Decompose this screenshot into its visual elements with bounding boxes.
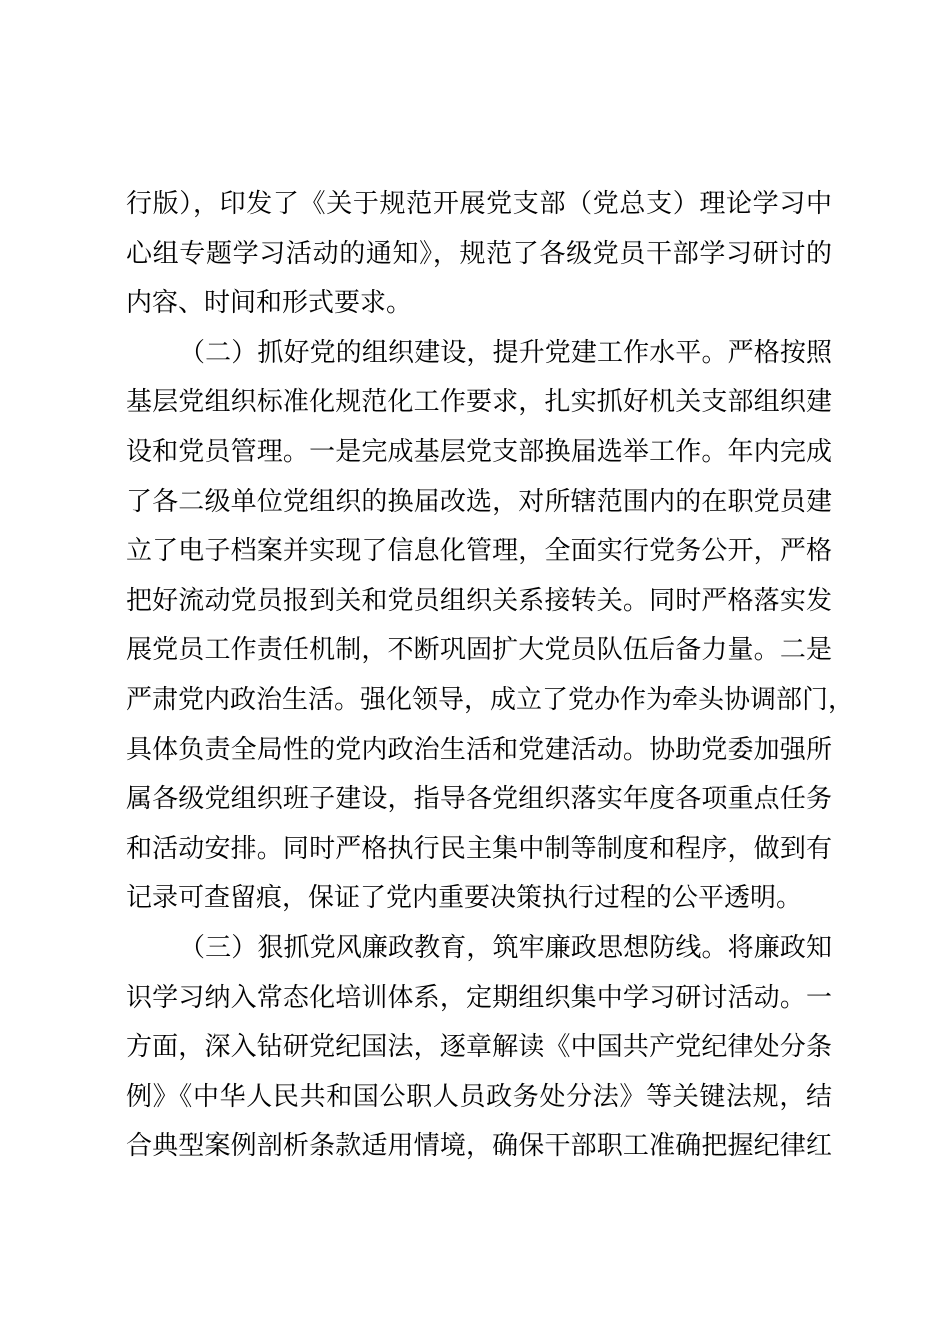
text-line: 内容、时间和形式要求。: [126, 288, 413, 319]
text-line: 展党员工作责任机制，不断巩固扩大党员队伍后备力量。二是: [126, 635, 832, 666]
text-line: 立了电子档案并实现了信息化管理，全面实行党务公开，严格: [126, 536, 832, 567]
text-line: 记录可查留痕，保证了党内重要决策执行过程的公平透明。: [126, 883, 803, 914]
text-line: 基层党组织标准化规范化工作要求，扎实抓好机关支部组织建: [126, 387, 832, 418]
text-line: 识学习纳入常态化培训体系，定期组织集中学习研讨活动。一: [126, 982, 832, 1013]
text-line: 把好流动党员报到关和党员组织关系接转关。同时严格落实发: [126, 585, 832, 616]
text-line: 严肃党内政治生活。强化领导，成立了党办作为牵头协调部门，: [126, 684, 855, 715]
document-body: [126, 180, 855, 1172]
text-line: 合典型案例剖析条款适用情境，确保干部职工准确把握纪律红: [126, 1131, 832, 1162]
text-line: 方面，深入钻研党纪国法，逐章解读《中国共产党纪律处分条: [126, 1032, 832, 1063]
text-line: 了各二级单位党组织的换届改选，对所辖范围内的在职党员建: [126, 486, 832, 517]
section-heading-line: （二）抓好党的组织建设，提升党建工作水平。严格按照: [179, 337, 832, 368]
text-line: 行版），印发了《关于规范开展党支部（党总支）理论学习中: [126, 189, 832, 219]
section-heading-line: （三）狠抓党风廉政教育，筑牢廉政思想防线。将廉政知: [179, 932, 832, 963]
text-line: 设和党员管理。一是完成基层党支部换届选举工作。年内完成: [126, 436, 832, 467]
text-line: 心组专题学习活动的通知》，规范了各级党员干部学习研讨的: [126, 238, 832, 269]
text-line: 和活动安排。同时严格执行民主集中制等制度和程序，做到有: [126, 833, 832, 864]
text-line: 属各级党组织班子建设，指导各党组织落实年度各项重点任务: [126, 784, 832, 815]
text-line: 具体负责全局性的党内政治生活和党建活动。协助党委加强所: [126, 734, 832, 765]
text-line: 例》《中华人民共和国公职人员政务处分法》等关键法规，结: [126, 1081, 832, 1112]
